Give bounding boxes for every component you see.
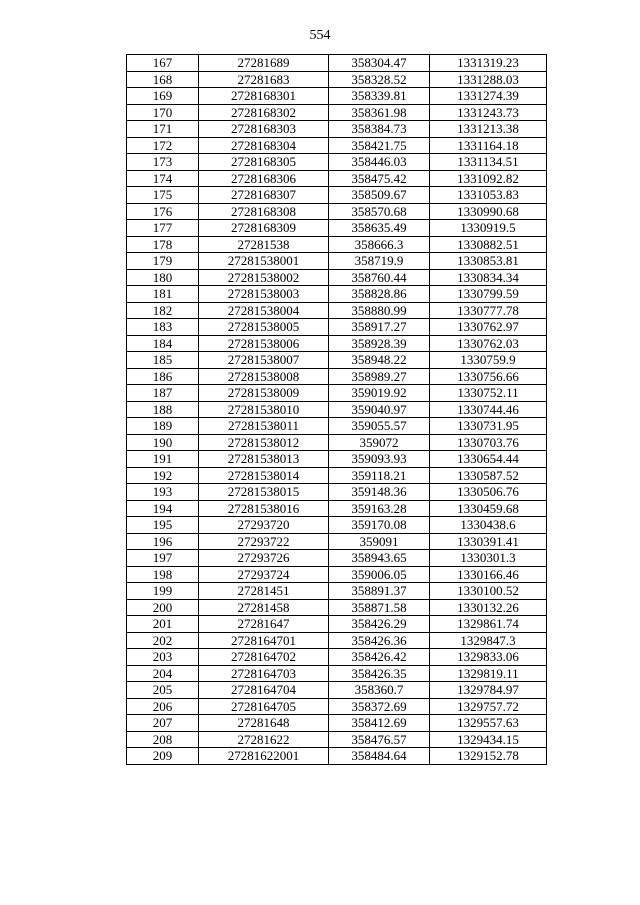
x-coordinate-cell: 358989.27 xyxy=(329,368,430,385)
x-coordinate-cell: 359072 xyxy=(329,434,430,451)
y-coordinate-cell: 1329819.11 xyxy=(430,665,547,682)
table-row xyxy=(127,599,547,616)
point-id-cell: 2728168307 xyxy=(199,187,329,204)
x-coordinate-cell: 358426.36 xyxy=(329,632,430,649)
y-coordinate-cell: 1329833.06 xyxy=(430,649,547,666)
table-row xyxy=(127,500,547,517)
point-id-cell: 2728164701 xyxy=(199,632,329,649)
row-number-cell: 198 xyxy=(127,566,199,583)
point-id-cell: 27281538009 xyxy=(199,385,329,402)
table-row xyxy=(127,401,547,418)
x-coordinate-cell: 358426.35 xyxy=(329,665,430,682)
point-id-cell: 2728164704 xyxy=(199,682,329,699)
x-coordinate-cell: 359091 xyxy=(329,533,430,550)
point-id-cell: 2728168308 xyxy=(199,203,329,220)
point-id-cell: 27281538008 xyxy=(199,368,329,385)
x-coordinate-cell: 358475.42 xyxy=(329,170,430,187)
row-number-cell: 199 xyxy=(127,583,199,600)
x-coordinate-cell: 359093.93 xyxy=(329,451,430,468)
row-number-cell: 173 xyxy=(127,154,199,171)
row-number-cell: 192 xyxy=(127,467,199,484)
point-id-cell: 27281538001 xyxy=(199,253,329,270)
x-coordinate-cell: 358372.69 xyxy=(329,698,430,715)
point-id-cell: 27281683 xyxy=(199,71,329,88)
x-coordinate-cell: 358421.75 xyxy=(329,137,430,154)
row-number-cell: 179 xyxy=(127,253,199,270)
y-coordinate-cell: 1330777.78 xyxy=(430,302,547,319)
row-number-cell: 183 xyxy=(127,319,199,336)
row-number-cell: 189 xyxy=(127,418,199,435)
y-coordinate-cell: 1330438.6 xyxy=(430,517,547,534)
table-row xyxy=(127,71,547,88)
row-number-cell: 184 xyxy=(127,335,199,352)
x-coordinate-cell: 358891.37 xyxy=(329,583,430,600)
row-number-cell: 177 xyxy=(127,220,199,237)
table-row xyxy=(127,748,547,765)
y-coordinate-cell: 1330990.68 xyxy=(430,203,547,220)
table-row xyxy=(127,137,547,154)
table-row xyxy=(127,484,547,501)
row-number-cell: 172 xyxy=(127,137,199,154)
y-coordinate-cell: 1331092.82 xyxy=(430,170,547,187)
row-number-cell: 168 xyxy=(127,71,199,88)
x-coordinate-cell: 358948.22 xyxy=(329,352,430,369)
point-id-cell: 27293720 xyxy=(199,517,329,534)
row-number-cell: 187 xyxy=(127,385,199,402)
x-coordinate-cell: 358426.42 xyxy=(329,649,430,666)
row-number-cell: 171 xyxy=(127,121,199,138)
row-number-cell: 207 xyxy=(127,715,199,732)
table-row xyxy=(127,418,547,435)
x-coordinate-cell: 358304.47 xyxy=(329,55,430,72)
table-row xyxy=(127,352,547,369)
point-id-cell: 27281538014 xyxy=(199,467,329,484)
y-coordinate-cell: 1331134.51 xyxy=(430,154,547,171)
point-id-cell: 27293722 xyxy=(199,533,329,550)
x-coordinate-cell: 359040.97 xyxy=(329,401,430,418)
point-id-cell: 27281538006 xyxy=(199,335,329,352)
x-coordinate-cell: 359170.08 xyxy=(329,517,430,534)
row-number-cell: 205 xyxy=(127,682,199,699)
row-number-cell: 190 xyxy=(127,434,199,451)
row-number-cell: 204 xyxy=(127,665,199,682)
y-coordinate-cell: 1330506.76 xyxy=(430,484,547,501)
table-row xyxy=(127,220,547,237)
x-coordinate-cell: 359006.05 xyxy=(329,566,430,583)
table-row xyxy=(127,434,547,451)
table-row xyxy=(127,55,547,72)
table-row xyxy=(127,286,547,303)
row-number-cell: 182 xyxy=(127,302,199,319)
table-row xyxy=(127,616,547,633)
row-number-cell: 203 xyxy=(127,649,199,666)
y-coordinate-cell: 1330703.76 xyxy=(430,434,547,451)
x-coordinate-cell: 358719.9 xyxy=(329,253,430,270)
row-number-cell: 194 xyxy=(127,500,199,517)
y-coordinate-cell: 1331243.73 xyxy=(430,104,547,121)
row-number-cell: 202 xyxy=(127,632,199,649)
x-coordinate-cell: 358446.03 xyxy=(329,154,430,171)
table-row xyxy=(127,533,547,550)
y-coordinate-cell: 1330132.26 xyxy=(430,599,547,616)
page-number: 554 xyxy=(309,28,331,43)
y-coordinate-cell: 1330752.11 xyxy=(430,385,547,402)
table-row xyxy=(127,236,547,253)
x-coordinate-cell: 358484.64 xyxy=(329,748,430,765)
x-coordinate-cell: 358943.65 xyxy=(329,550,430,567)
table-row xyxy=(127,88,547,105)
point-id-cell: 27281538015 xyxy=(199,484,329,501)
point-id-cell: 27281538010 xyxy=(199,401,329,418)
x-coordinate-cell: 358360.7 xyxy=(329,682,430,699)
table-row xyxy=(127,715,547,732)
y-coordinate-cell: 1330799.59 xyxy=(430,286,547,303)
x-coordinate-cell: 358871.58 xyxy=(329,599,430,616)
y-coordinate-cell: 1330459.68 xyxy=(430,500,547,517)
row-number-cell: 180 xyxy=(127,269,199,286)
row-number-cell: 181 xyxy=(127,286,199,303)
row-number-cell: 195 xyxy=(127,517,199,534)
row-number-cell: 196 xyxy=(127,533,199,550)
x-coordinate-cell: 358828.86 xyxy=(329,286,430,303)
table-row xyxy=(127,550,547,567)
table-row xyxy=(127,253,547,270)
point-id-cell: 27281538011 xyxy=(199,418,329,435)
table-row xyxy=(127,170,547,187)
y-coordinate-cell: 1331053.83 xyxy=(430,187,547,204)
row-number-cell: 191 xyxy=(127,451,199,468)
y-coordinate-cell: 1329152.78 xyxy=(430,748,547,765)
y-coordinate-cell: 1330834.34 xyxy=(430,269,547,286)
x-coordinate-cell: 358760.44 xyxy=(329,269,430,286)
coordinates-table xyxy=(126,54,547,765)
table-row xyxy=(127,566,547,583)
table-row xyxy=(127,187,547,204)
table-row xyxy=(127,269,547,286)
y-coordinate-cell: 1330301.3 xyxy=(430,550,547,567)
x-coordinate-cell: 358384.73 xyxy=(329,121,430,138)
y-coordinate-cell: 1329784.97 xyxy=(430,682,547,699)
y-coordinate-cell: 1330166.46 xyxy=(430,566,547,583)
y-coordinate-cell: 1330731.95 xyxy=(430,418,547,435)
table-row xyxy=(127,517,547,534)
x-coordinate-cell: 358361.98 xyxy=(329,104,430,121)
x-coordinate-cell: 359163.28 xyxy=(329,500,430,517)
y-coordinate-cell: 1329434.15 xyxy=(430,731,547,748)
x-coordinate-cell: 358339.81 xyxy=(329,88,430,105)
x-coordinate-cell: 358426.29 xyxy=(329,616,430,633)
row-number-cell: 188 xyxy=(127,401,199,418)
row-number-cell: 197 xyxy=(127,550,199,567)
point-id-cell: 27281538003 xyxy=(199,286,329,303)
y-coordinate-cell: 1329557.63 xyxy=(430,715,547,732)
table-row xyxy=(127,302,547,319)
y-coordinate-cell: 1330587.52 xyxy=(430,467,547,484)
x-coordinate-cell: 358917.27 xyxy=(329,319,430,336)
row-number-cell: 169 xyxy=(127,88,199,105)
row-number-cell: 186 xyxy=(127,368,199,385)
table-row xyxy=(127,104,547,121)
row-number-cell: 167 xyxy=(127,55,199,72)
point-id-cell: 27281647 xyxy=(199,616,329,633)
x-coordinate-cell: 358880.99 xyxy=(329,302,430,319)
row-number-cell: 201 xyxy=(127,616,199,633)
point-id-cell: 2728164703 xyxy=(199,665,329,682)
point-id-cell: 27293726 xyxy=(199,550,329,567)
point-id-cell: 27281689 xyxy=(199,55,329,72)
table-row xyxy=(127,467,547,484)
table-row xyxy=(127,665,547,682)
y-coordinate-cell: 1330853.81 xyxy=(430,253,547,270)
point-id-cell: 2728168301 xyxy=(199,88,329,105)
row-number-cell: 175 xyxy=(127,187,199,204)
point-id-cell: 2728164705 xyxy=(199,698,329,715)
row-number-cell: 193 xyxy=(127,484,199,501)
point-id-cell: 27281538013 xyxy=(199,451,329,468)
row-number-cell: 178 xyxy=(127,236,199,253)
point-id-cell: 27281538005 xyxy=(199,319,329,336)
table-row xyxy=(127,203,547,220)
x-coordinate-cell: 358666.3 xyxy=(329,236,430,253)
point-id-cell: 2728168302 xyxy=(199,104,329,121)
point-id-cell: 27281538002 xyxy=(199,269,329,286)
table-row xyxy=(127,682,547,699)
point-id-cell: 27281538004 xyxy=(199,302,329,319)
x-coordinate-cell: 358476.57 xyxy=(329,731,430,748)
y-coordinate-cell: 1329847.3 xyxy=(430,632,547,649)
x-coordinate-cell: 359055.57 xyxy=(329,418,430,435)
x-coordinate-cell: 359148.36 xyxy=(329,484,430,501)
x-coordinate-cell: 358412.69 xyxy=(329,715,430,732)
point-id-cell: 2728168305 xyxy=(199,154,329,171)
y-coordinate-cell: 1330762.03 xyxy=(430,335,547,352)
y-coordinate-cell: 1330759.9 xyxy=(430,352,547,369)
table-row xyxy=(127,583,547,600)
table-row xyxy=(127,649,547,666)
point-id-cell: 27281538 xyxy=(199,236,329,253)
point-id-cell: 27281538007 xyxy=(199,352,329,369)
table-row xyxy=(127,121,547,138)
point-id-cell: 2728164702 xyxy=(199,649,329,666)
y-coordinate-cell: 1330762.97 xyxy=(430,319,547,336)
y-coordinate-cell: 1329861.74 xyxy=(430,616,547,633)
table-row xyxy=(127,385,547,402)
point-id-cell: 2728168309 xyxy=(199,220,329,237)
table-row xyxy=(127,632,547,649)
table-row xyxy=(127,698,547,715)
point-id-cell: 27281458 xyxy=(199,599,329,616)
row-number-cell: 200 xyxy=(127,599,199,616)
point-id-cell: 27281622001 xyxy=(199,748,329,765)
point-id-cell: 27281648 xyxy=(199,715,329,732)
x-coordinate-cell: 358635.49 xyxy=(329,220,430,237)
point-id-cell: 2728168304 xyxy=(199,137,329,154)
row-number-cell: 206 xyxy=(127,698,199,715)
x-coordinate-cell: 359019.92 xyxy=(329,385,430,402)
y-coordinate-cell: 1331319.23 xyxy=(430,55,547,72)
table-row xyxy=(127,335,547,352)
x-coordinate-cell: 359118.21 xyxy=(329,467,430,484)
point-id-cell: 2728168306 xyxy=(199,170,329,187)
table-row xyxy=(127,368,547,385)
y-coordinate-cell: 1330919.5 xyxy=(430,220,547,237)
point-id-cell: 27281538012 xyxy=(199,434,329,451)
point-id-cell: 27281538016 xyxy=(199,500,329,517)
point-id-cell: 27281622 xyxy=(199,731,329,748)
point-id-cell: 27293724 xyxy=(199,566,329,583)
point-id-cell: 2728168303 xyxy=(199,121,329,138)
row-number-cell: 209 xyxy=(127,748,199,765)
row-number-cell: 176 xyxy=(127,203,199,220)
table-row xyxy=(127,154,547,171)
row-number-cell: 185 xyxy=(127,352,199,369)
table-row xyxy=(127,731,547,748)
row-number-cell: 208 xyxy=(127,731,199,748)
y-coordinate-cell: 1330756.66 xyxy=(430,368,547,385)
y-coordinate-cell: 1330654.44 xyxy=(430,451,547,468)
y-coordinate-cell: 1331213.38 xyxy=(430,121,547,138)
y-coordinate-cell: 1330100.52 xyxy=(430,583,547,600)
row-number-cell: 170 xyxy=(127,104,199,121)
y-coordinate-cell: 1329757.72 xyxy=(430,698,547,715)
y-coordinate-cell: 1331274.39 xyxy=(430,88,547,105)
table-row xyxy=(127,451,547,468)
x-coordinate-cell: 358928.39 xyxy=(329,335,430,352)
x-coordinate-cell: 358570.68 xyxy=(329,203,430,220)
y-coordinate-cell: 1331288.03 xyxy=(430,71,547,88)
y-coordinate-cell: 1331164.18 xyxy=(430,137,547,154)
y-coordinate-cell: 1330882.51 xyxy=(430,236,547,253)
point-id-cell: 27281451 xyxy=(199,583,329,600)
x-coordinate-cell: 358509.67 xyxy=(329,187,430,204)
y-coordinate-cell: 1330391.41 xyxy=(430,533,547,550)
x-coordinate-cell: 358328.52 xyxy=(329,71,430,88)
y-coordinate-cell: 1330744.46 xyxy=(430,401,547,418)
row-number-cell: 174 xyxy=(127,170,199,187)
table-row xyxy=(127,319,547,336)
coordinates-table-body xyxy=(127,55,547,765)
